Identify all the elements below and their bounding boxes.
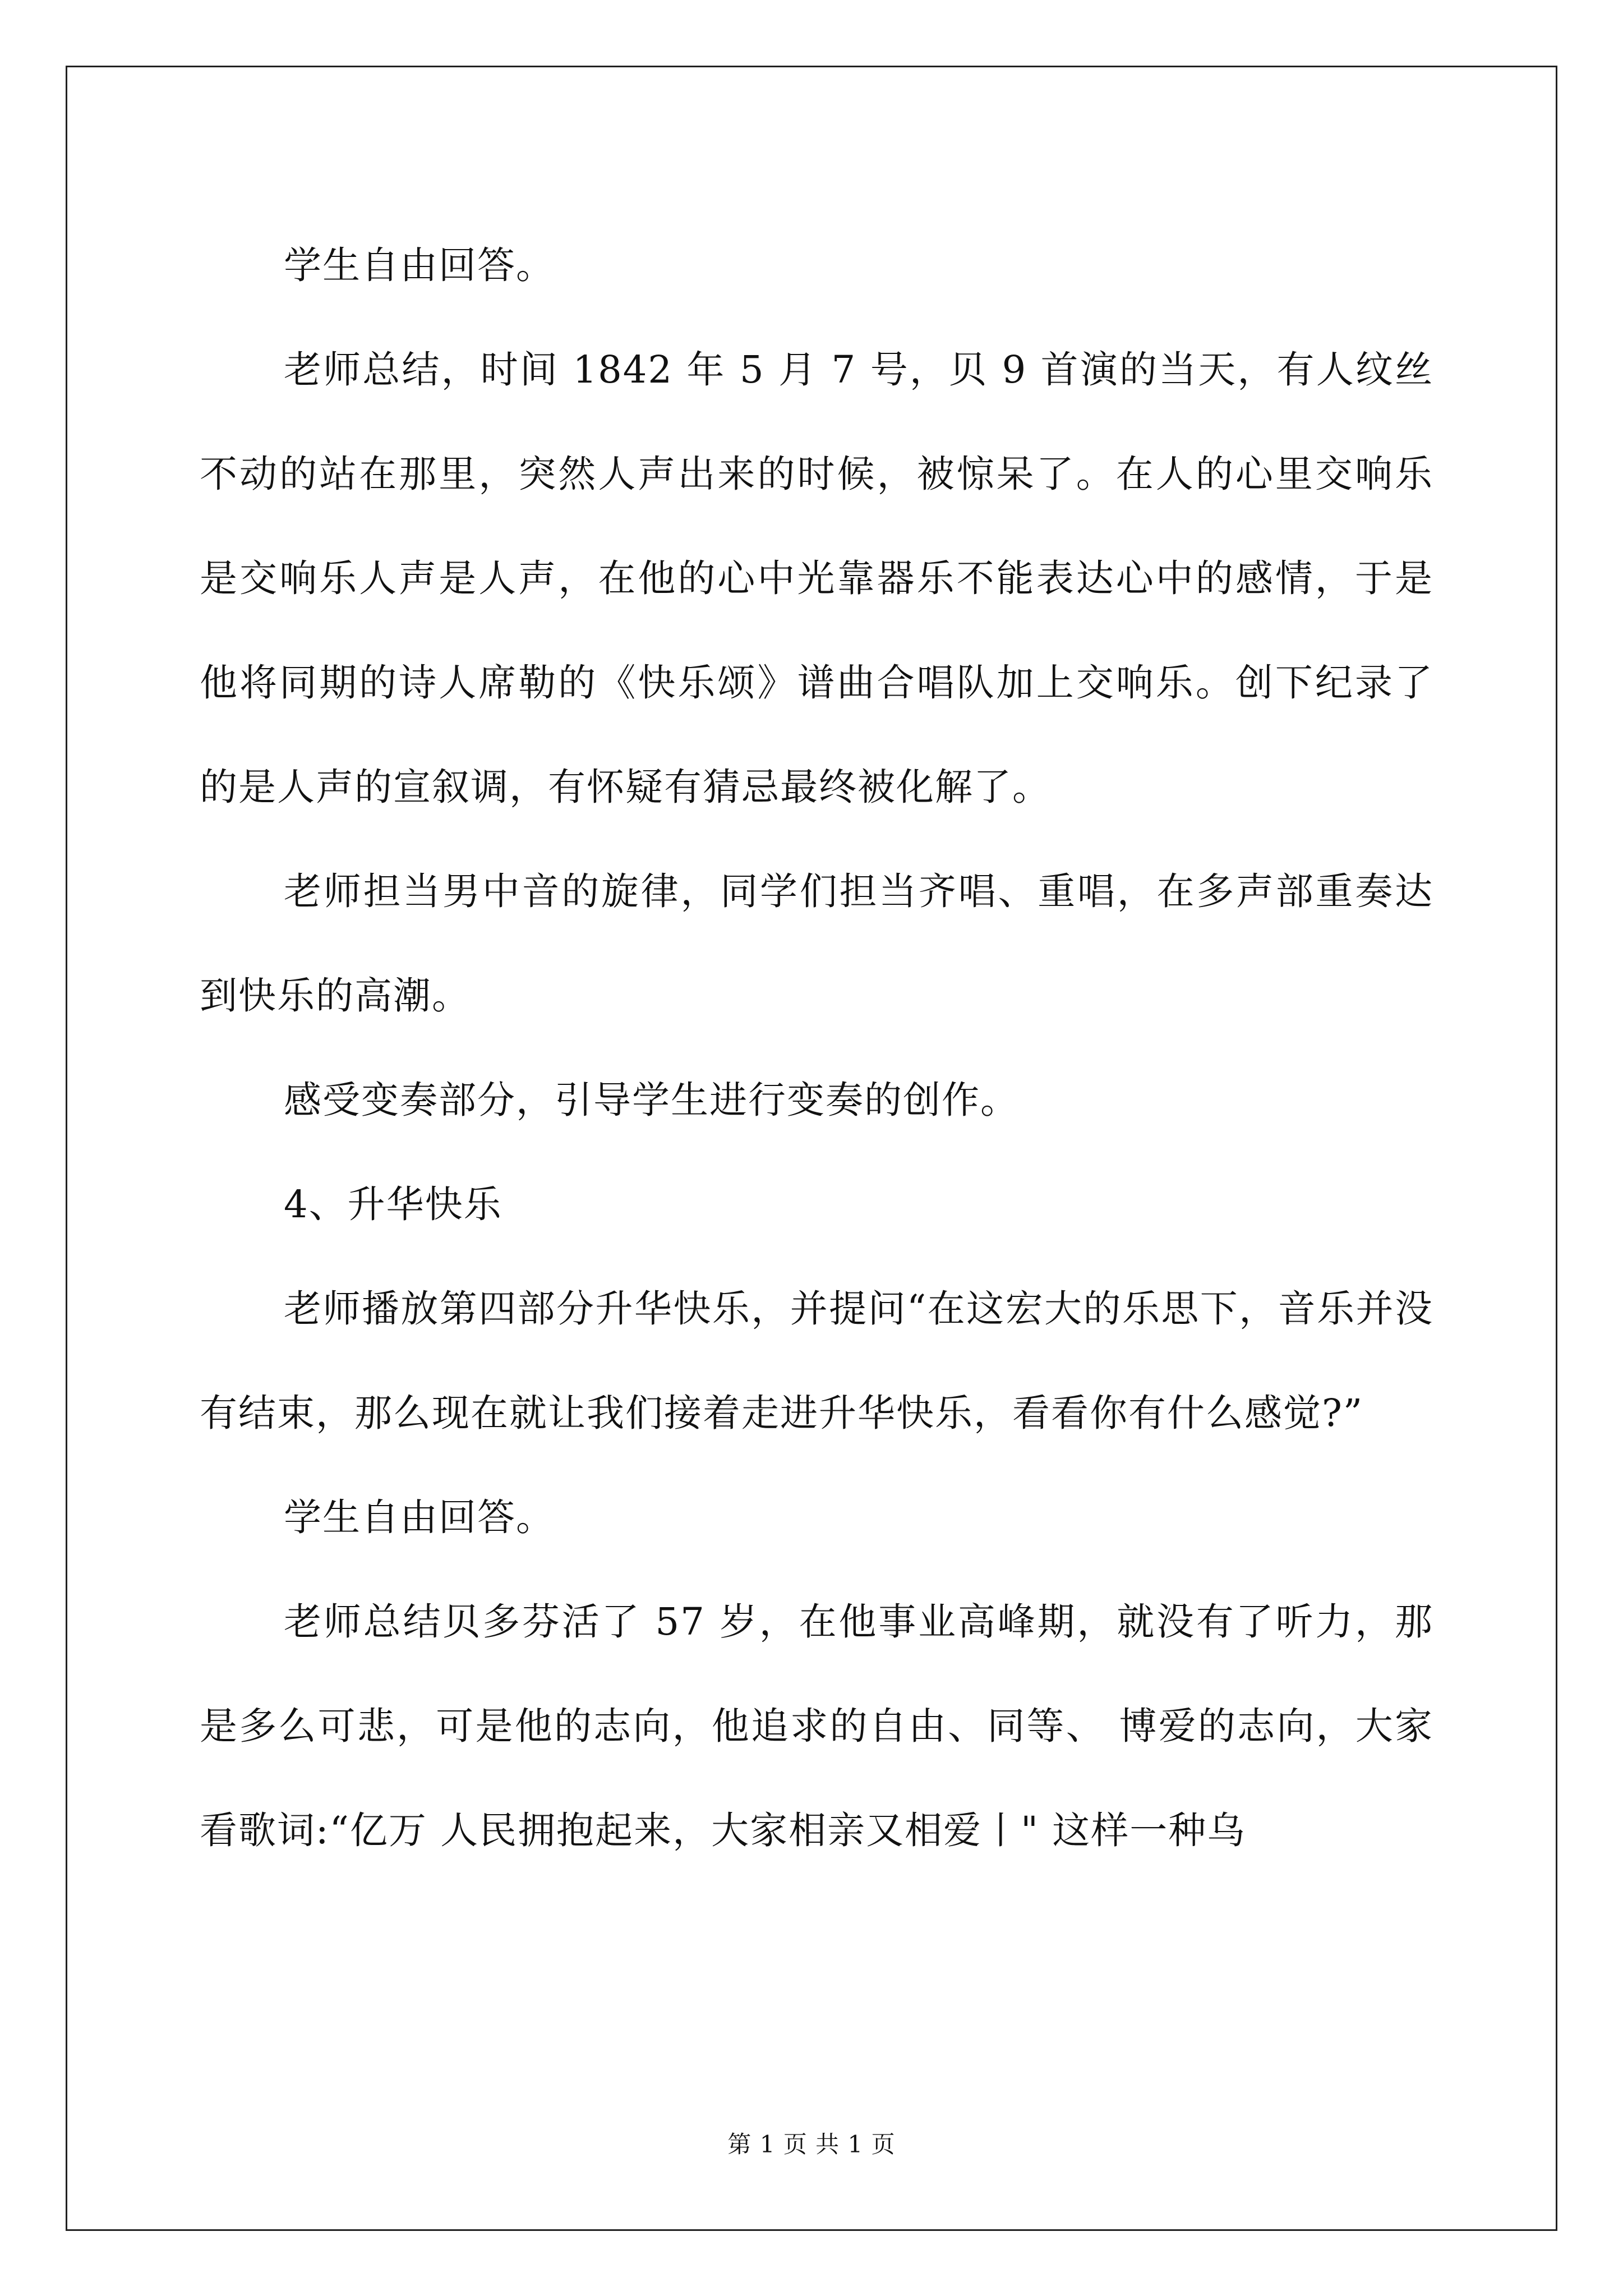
paragraph-answer-1: 学生自由回答。 (284, 243, 555, 287)
document-body (200, 213, 1433, 1883)
paragraph-teacher-question: 老师播放第四部分升华快乐，并提问“在这宏大的乐思下，音乐并没有结束，那么现在就让我们接着走进升华快乐，看看你有什么感觉?” (200, 1287, 1433, 1435)
paragraph-teacher-summary-2: 老师总结贝多芬活了 57 岁，在他事业高峰期，就没有了听力，那是多么可悲，可是他的志向，他追求的自由、同等、 博爱的志向，大家看歌词:“亿万 人民拥抱起来，大家相亲又相爱丨" 这样一种乌 (200, 1600, 1433, 1852)
paragraph-answer-2: 学生自由回答。 (284, 1496, 555, 1539)
paragraph-variation: 感受变奏部分，引导学生进行变奏的创作。 (284, 1078, 1019, 1122)
page-number-footer: 第 1 页 共 1 页 (727, 2131, 896, 2158)
paragraph-teacher-summary-1: 老师总结，时间 1842 年 5 月 7 号，贝 9 首演的当天，有人纹丝不动的站在那里，突然人声出来的时候，被惊呆了。在人的心里交响乐是交响乐人声是人声，在他的心中光靠器乐不能表达心中的感情，于是他将同期的诗人席勒的《快乐颂》谱曲合唱队加上交响乐。创下纪录了的是人声的宣叙调，有怀疑有猜忌最终被化解了。 (200, 348, 1433, 809)
section-heading-sublimate-joy: 4、升华快乐 (284, 1182, 502, 1226)
paragraph-teacher-baritone: 老师担当男中音的旋律，同学们担当齐唱、重唱，在多声部重奏达到快乐的高潮。 (200, 869, 1433, 1018)
